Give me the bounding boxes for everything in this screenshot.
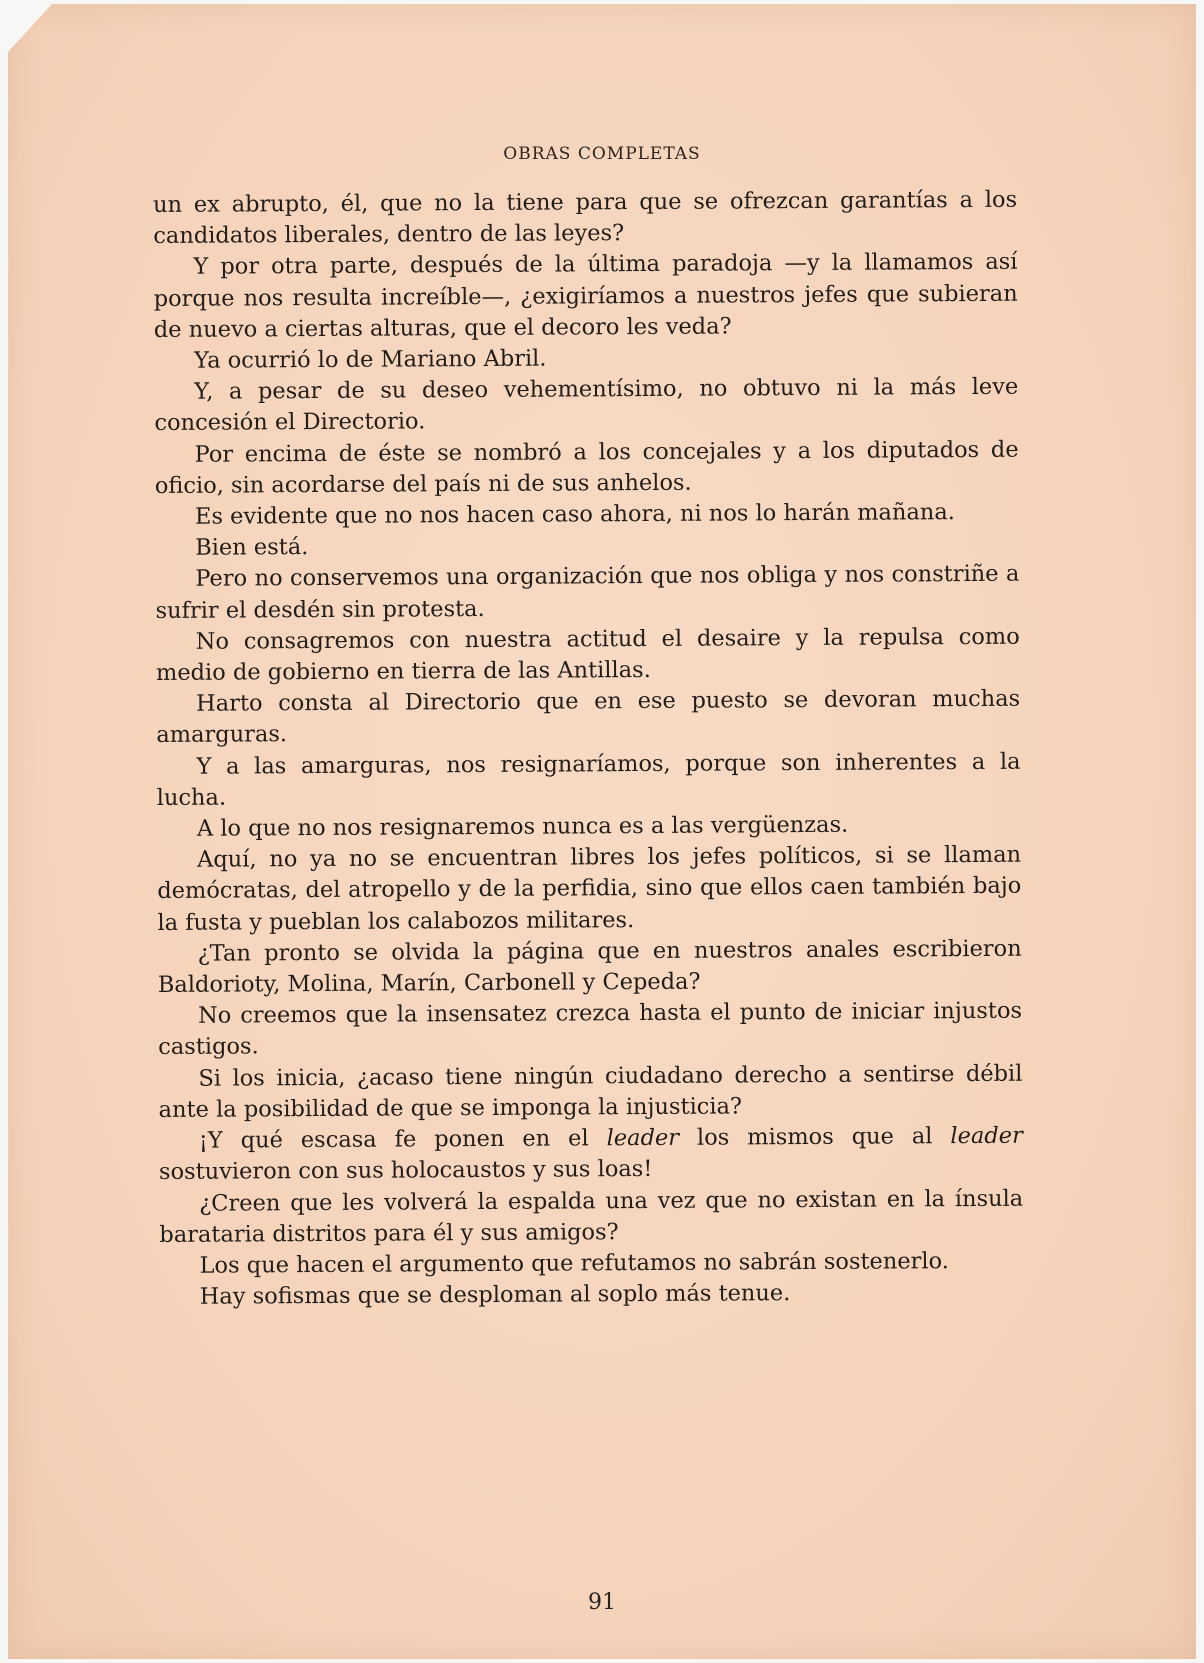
paragraph: ¿Creen que les volverá la espalda una vez que no existan en la ínsula barataria distritos para él y sus amigos?: [159, 1185, 1024, 1248]
leader-text-1: ¡Y qué escasa fe ponen en el: [198, 1125, 607, 1154]
page-body: [153, 185, 1024, 1314]
paragraph: Los que hacen el argumento que refutamos no sabrán sostenerlo.: [199, 1248, 949, 1279]
leader-italic-1: leader: [606, 1124, 680, 1152]
page-number: 91: [588, 1590, 616, 1615]
paragraph: Aquí, no ya no se encuentran libres los jefes políticos, si se llaman demócratas, del atropello y de la perfidia, sino que ellos caen también bajo la fusta y pueblan los calabozos militares.: [157, 841, 1022, 936]
paragraph: Ya ocurrió lo de Mariano Abril.: [193, 345, 547, 374]
paragraph: No consagremos con nuestra actitud el desaire y la repulsa como medio de gobierno en tierra de las Antillas.: [155, 623, 1020, 687]
paragraph: Hay sofismas que se desploman al soplo más tenue.: [199, 1280, 791, 1310]
paragraph: Pero no conservemos una organización que nos obliga y nos constriñe a sufrir el desdén sin protesta.: [155, 561, 1020, 624]
torn-corner: [8, 4, 52, 52]
leader-italic-2: leader: [950, 1122, 1023, 1150]
leader-text-3: sostuvieron con sus holocaustos y sus loas!: [158, 1156, 653, 1186]
paragraph: Es evidente que no nos hacen caso ahora, ni nos lo harán mañana.: [194, 499, 955, 530]
paragraph: No creemos que la insensatez crezca hasta el punto de iniciar injustos castigos.: [158, 997, 1023, 1061]
paragraph: Bien está.: [195, 534, 309, 561]
running-title: OBRAS COMPLETAS: [503, 144, 701, 164]
leader-text-2: los mismos que al: [678, 1123, 951, 1151]
paragraph: Si los inicia, ¿acaso tiene ningún ciudadano derecho a sentirse débil ante la posibilidad de que se imponga la injusticia?: [158, 1060, 1023, 1123]
paragraph: un ex abrupto, él, que no la tiene para que se ofrezcan garantías a los candidatos liberales, dentro de las leyes?: [153, 186, 1018, 250]
paragraph: A lo que no nos resignaremos nunca es a las vergüenzas.: [196, 811, 849, 842]
paragraph: Y por otra parte, después de la última paradoja —y la llamamos así porque nos resulta increíble—, ¿exigiríamos a nuestros jefes que subieran de nuevo a ciertas alturas, que el decoro les veda?: [153, 249, 1018, 343]
paragraph: Por encima de éste se nombró a los concejales y a los diputados de oficio, sin acordarse del país ni de sus anhelos.: [154, 436, 1019, 499]
paragraph: Y, a pesar de su deseo vehementísimo, no obtuvo ni la más leve concesión el Directorio.: [154, 373, 1019, 437]
paragraph: Harto consta al Directorio que en ese puesto se devoran muchas amarguras.: [156, 685, 1021, 749]
book-page: [8, 4, 1196, 1659]
paragraph: ¿Tan pronto se olvida la página que en nuestros anales escribieron Baldorioty, Molina, Marín, Carbonell y Cepeda?: [157, 935, 1022, 999]
leader-paragraph: [159, 1121, 1023, 1189]
paragraph: Y a las amarguras, nos resignaríamos, porque son inherentes a la lucha.: [156, 748, 1021, 811]
